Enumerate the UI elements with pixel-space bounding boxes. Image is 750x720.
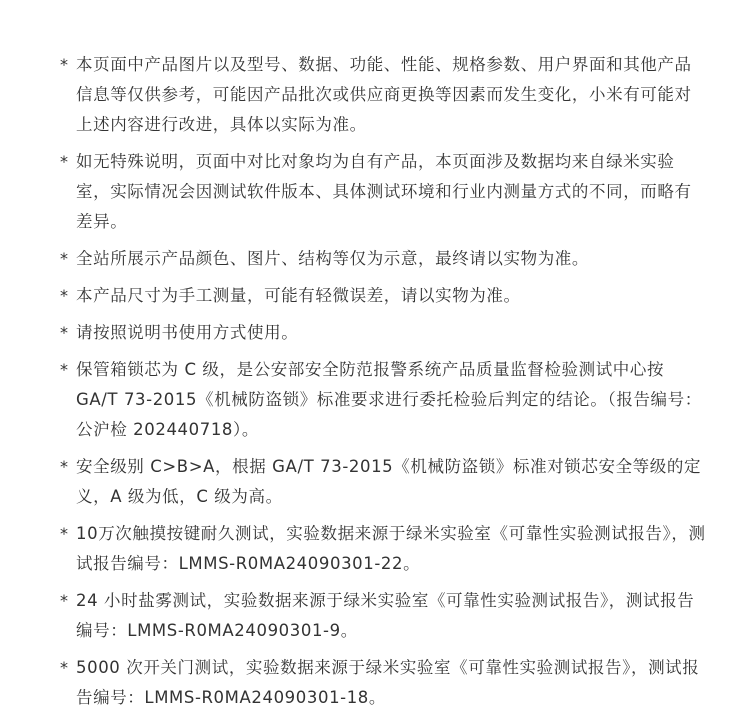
disclaimer-text: 安全级别 C>B>A，根据 GA/T 73-2015《机械防盗锁》标准对锁芯安全等级的定义，A 级为低，C 级为高。 <box>76 457 702 506</box>
disclaimer-text: 全站所展示产品颜色、图片、结构等仅为示意，最终请以实物为准。 <box>76 249 589 268</box>
bullet-marker: * <box>60 524 68 543</box>
disclaimer-item <box>58 653 708 713</box>
bullet-marker: * <box>60 457 68 476</box>
disclaimer-item <box>58 519 708 579</box>
disclaimer-text: 请按照说明书使用方式使用。 <box>76 323 299 342</box>
disclaimer-text: 本页面中产品图片以及型号、数据、功能、性能、规格参数、用户界面和其他产品信息等仅供参考，可能因产品批次或供应商更换等因素而发生变化，小米有可能对上述内容进行改进，具体以实际为准。 <box>76 55 692 134</box>
bullet-marker: * <box>60 323 68 342</box>
bullet-marker: * <box>60 55 68 74</box>
bullet-marker: * <box>60 360 68 379</box>
disclaimer-text: 如无特殊说明，页面中对比对象均为自有产品，本页面涉及数据均来自绿米实验室，实际情况会因测试软件版本、具体测试环境和行业内测量方式的不同，而略有差异。 <box>76 152 692 231</box>
bullet-marker: * <box>60 591 68 610</box>
disclaimer-item <box>58 50 708 140</box>
bullet-marker: * <box>60 286 68 305</box>
disclaimer-item <box>58 452 708 512</box>
disclaimer-item <box>58 318 708 348</box>
disclaimer-text: 5000 次开关门测试，实验数据来源于绿米实验室《可靠性实验测试报告》，测试报告编号：LMMS-R0MA24090301-18。 <box>76 658 700 707</box>
bullet-marker: * <box>60 152 68 171</box>
disclaimer-text: 保管箱锁芯为 C 级，是公安部安全防范报警系统产品质量监督检验测试中心按 GA/T 73-2015《机械防盗锁》标准要求进行委托检验后判定的结论。（报告编号：公沪检 202440718）。 <box>76 360 702 439</box>
disclaimer-item <box>58 281 708 311</box>
bullet-marker: * <box>60 249 68 268</box>
disclaimer-item <box>58 147 708 237</box>
disclaimer-text: 10万次触摸按键耐久测试，实验数据来源于绿米实验室《可靠性实验测试报告》，测试报告编号：LMMS-R0MA24090301-22。 <box>76 524 706 573</box>
disclaimer-text: 24 小时盐雾测试，实验数据来源于绿米实验室《可靠性实验测试报告》，测试报告编号：LMMS-R0MA24090301-9。 <box>76 591 695 640</box>
disclaimer-item <box>58 586 708 646</box>
disclaimer-item <box>58 244 708 274</box>
disclaimer-item <box>58 355 708 445</box>
disclaimer-list <box>58 50 708 720</box>
disclaimer-text: 本产品尺寸为手工测量，可能有轻微误差，请以实物为准。 <box>76 286 521 305</box>
bullet-marker: * <box>60 658 68 677</box>
